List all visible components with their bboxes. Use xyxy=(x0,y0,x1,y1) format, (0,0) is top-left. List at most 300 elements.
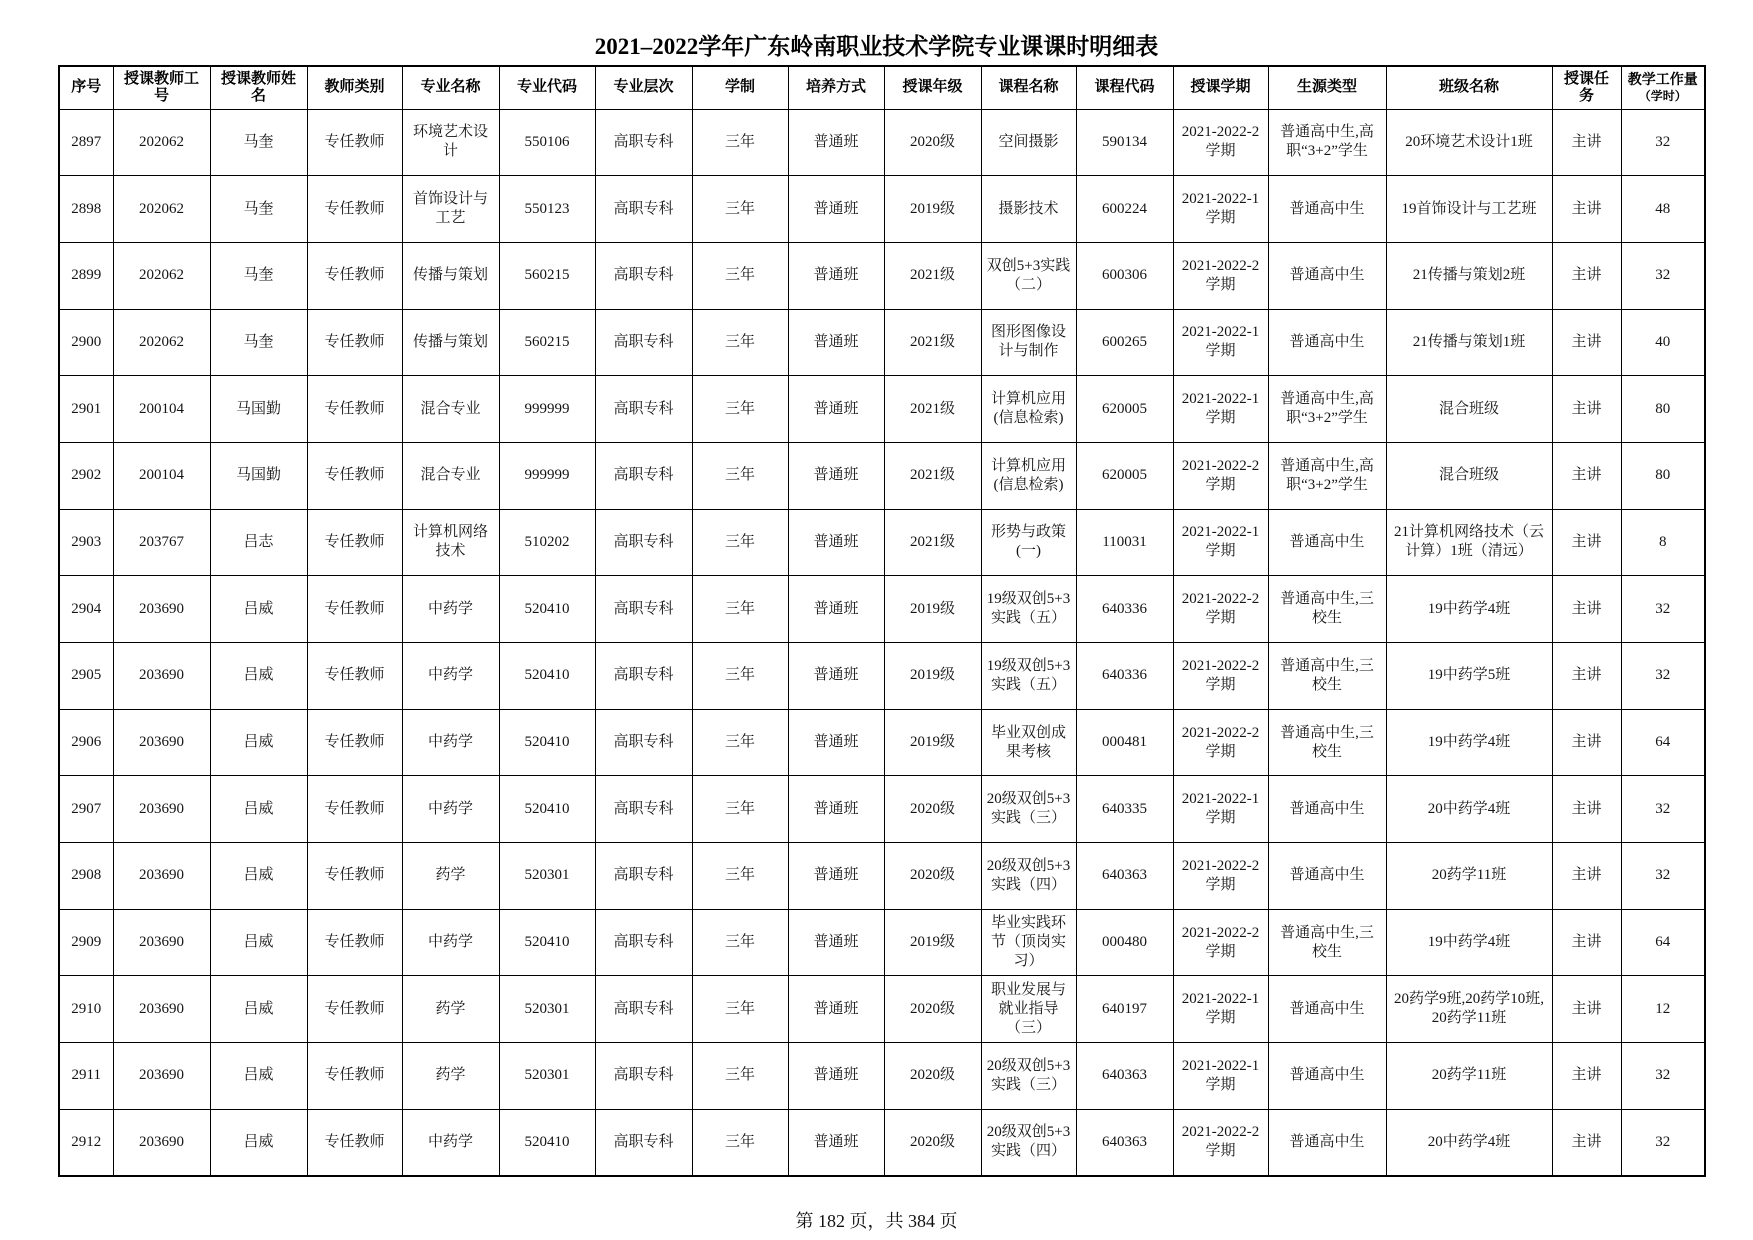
cell-term: 2021-2022-1学期 xyxy=(1173,176,1268,243)
cell-duration: 三年 xyxy=(692,643,788,710)
cell-teacher-type: 专任教师 xyxy=(307,976,402,1043)
cell-teacher-type: 专任教师 xyxy=(307,176,402,243)
table-row xyxy=(59,1043,1705,1110)
cell-duration: 三年 xyxy=(692,843,788,910)
cell-task: 主讲 xyxy=(1552,442,1621,509)
cell-teacher-type: 专任教师 xyxy=(307,442,402,509)
cell-class-name: 20药学11班 xyxy=(1386,1043,1552,1110)
cell-teacher-type: 专任教师 xyxy=(307,309,402,376)
cell-major-code: 520410 xyxy=(499,909,595,976)
cell-course-name: 19级双创5+3实践（五） xyxy=(981,576,1076,643)
cell-student-source: 普通高中生,三校生 xyxy=(1268,709,1386,776)
cell-training-mode: 普通班 xyxy=(788,1043,884,1110)
cell-teacher-name: 吕威 xyxy=(210,909,307,976)
cell-course-name: 20级双创5+3实践（三） xyxy=(981,776,1076,843)
table-row xyxy=(59,176,1705,243)
col-header-workload xyxy=(1621,66,1705,109)
cell-duration: 三年 xyxy=(692,109,788,176)
cell-major-code: 560215 xyxy=(499,309,595,376)
col-header-label: 授课教师工号 xyxy=(123,70,199,104)
cell-term: 2021-2022-1学期 xyxy=(1173,976,1268,1043)
cell-teacher-type: 专任教师 xyxy=(307,776,402,843)
cell-training-mode: 普通班 xyxy=(788,1109,884,1176)
cell-course-code: 640336 xyxy=(1076,643,1173,710)
cell-course-code: 000480 xyxy=(1076,909,1173,976)
cell-teacher-name: 马奎 xyxy=(210,309,307,376)
cell-student-source: 普通高中生 xyxy=(1268,1043,1386,1110)
cell-workload: 32 xyxy=(1621,1043,1705,1110)
cell-seq: 2897 xyxy=(59,109,113,176)
cell-class-name: 21传播与策划1班 xyxy=(1386,309,1552,376)
cell-workload: 12 xyxy=(1621,976,1705,1043)
cell-class-name: 21传播与策划2班 xyxy=(1386,242,1552,309)
cell-task: 主讲 xyxy=(1552,242,1621,309)
cell-term: 2021-2022-2学期 xyxy=(1173,909,1268,976)
cell-major-name: 混合专业 xyxy=(402,376,499,443)
cell-teacher-id: 203690 xyxy=(113,709,210,776)
col-header-label: 教师类别 xyxy=(324,79,385,96)
col-header-major-level xyxy=(595,66,692,109)
cell-grade: 2021级 xyxy=(884,509,981,576)
cell-course-code: 640363 xyxy=(1076,1109,1173,1176)
cell-training-mode: 普通班 xyxy=(788,509,884,576)
table-row xyxy=(59,776,1705,843)
cell-teacher-id: 200104 xyxy=(113,442,210,509)
cell-course-name: 20级双创5+3实践（四） xyxy=(981,1109,1076,1176)
cell-teacher-type: 专任教师 xyxy=(307,709,402,776)
cell-teacher-type: 专任教师 xyxy=(307,1109,402,1176)
cell-grade: 2020级 xyxy=(884,1043,981,1110)
cell-task: 主讲 xyxy=(1552,1043,1621,1110)
table-row xyxy=(59,442,1705,509)
cell-major-name: 中药学 xyxy=(402,643,499,710)
col-header-label: 学制 xyxy=(724,79,755,96)
cell-workload: 32 xyxy=(1621,843,1705,910)
cell-major-name: 首饰设计与工艺 xyxy=(402,176,499,243)
col-header-class-name xyxy=(1386,66,1552,109)
cell-class-name: 19中药学4班 xyxy=(1386,709,1552,776)
cell-course-code: 600306 xyxy=(1076,242,1173,309)
cell-course-name: 空间摄影 xyxy=(981,109,1076,176)
cell-seq: 2901 xyxy=(59,376,113,443)
cell-student-source: 普通高中生 xyxy=(1268,176,1386,243)
course-hours-table xyxy=(58,65,1706,1177)
col-header-training-mode xyxy=(788,66,884,109)
cell-major-level: 高职专科 xyxy=(595,442,692,509)
cell-teacher-name: 马奎 xyxy=(210,109,307,176)
cell-duration: 三年 xyxy=(692,909,788,976)
cell-student-source: 普通高中生 xyxy=(1268,309,1386,376)
cell-teacher-type: 专任教师 xyxy=(307,843,402,910)
table-row xyxy=(59,576,1705,643)
cell-term: 2021-2022-1学期 xyxy=(1173,309,1268,376)
cell-seq: 2905 xyxy=(59,643,113,710)
cell-course-name: 图形图像设计与制作 xyxy=(981,309,1076,376)
cell-major-code: 999999 xyxy=(499,442,595,509)
cell-task: 主讲 xyxy=(1552,309,1621,376)
cell-teacher-id: 203690 xyxy=(113,776,210,843)
cell-term: 2021-2022-2学期 xyxy=(1173,442,1268,509)
cell-student-source: 普通高中生,高职“3+2”学生 xyxy=(1268,442,1386,509)
cell-duration: 三年 xyxy=(692,976,788,1043)
cell-training-mode: 普通班 xyxy=(788,376,884,443)
cell-major-level: 高职专科 xyxy=(595,376,692,443)
col-header-label: 序号 xyxy=(71,79,102,96)
cell-grade: 2020级 xyxy=(884,1109,981,1176)
cell-major-code: 520301 xyxy=(499,1043,595,1110)
cell-grade: 2021级 xyxy=(884,442,981,509)
cell-task: 主讲 xyxy=(1552,109,1621,176)
cell-major-level: 高职专科 xyxy=(595,1043,692,1110)
cell-workload: 80 xyxy=(1621,376,1705,443)
cell-course-code: 000481 xyxy=(1076,709,1173,776)
cell-student-source: 普通高中生,高职“3+2”学生 xyxy=(1268,109,1386,176)
cell-task: 主讲 xyxy=(1552,1109,1621,1176)
cell-duration: 三年 xyxy=(692,309,788,376)
table-row xyxy=(59,109,1705,176)
cell-major-code: 550106 xyxy=(499,109,595,176)
cell-class-name: 19中药学5班 xyxy=(1386,643,1552,710)
cell-workload: 8 xyxy=(1621,509,1705,576)
cell-teacher-name: 马国勤 xyxy=(210,376,307,443)
cell-major-code: 520410 xyxy=(499,576,595,643)
table-row xyxy=(59,1109,1705,1176)
cell-duration: 三年 xyxy=(692,776,788,843)
cell-major-code: 999999 xyxy=(499,376,595,443)
cell-workload: 48 xyxy=(1621,176,1705,243)
cell-grade: 2020级 xyxy=(884,109,981,176)
cell-teacher-type: 专任教师 xyxy=(307,1043,402,1110)
cell-course-name: 20级双创5+3实践（三） xyxy=(981,1043,1076,1110)
cell-major-code: 520410 xyxy=(499,776,595,843)
cell-major-name: 药学 xyxy=(402,976,499,1043)
cell-major-level: 高职专科 xyxy=(595,509,692,576)
cell-teacher-name: 吕威 xyxy=(210,843,307,910)
col-header-student-source xyxy=(1268,66,1386,109)
cell-teacher-name: 马奎 xyxy=(210,176,307,243)
col-header-unit: （学时） xyxy=(1638,89,1687,104)
cell-task: 主讲 xyxy=(1552,576,1621,643)
cell-class-name: 20环境艺术设计1班 xyxy=(1386,109,1552,176)
cell-seq: 2910 xyxy=(59,976,113,1043)
cell-course-name: 毕业双创成果考核 xyxy=(981,709,1076,776)
cell-major-level: 高职专科 xyxy=(595,109,692,176)
cell-class-name: 混合班级 xyxy=(1386,442,1552,509)
cell-course-code: 600224 xyxy=(1076,176,1173,243)
cell-seq: 2908 xyxy=(59,843,113,910)
cell-workload: 32 xyxy=(1621,643,1705,710)
cell-major-name: 中药学 xyxy=(402,909,499,976)
cell-teacher-type: 专任教师 xyxy=(307,242,402,309)
cell-duration: 三年 xyxy=(692,176,788,243)
cell-term: 2021-2022-2学期 xyxy=(1173,109,1268,176)
cell-teacher-type: 专任教师 xyxy=(307,109,402,176)
cell-training-mode: 普通班 xyxy=(788,643,884,710)
cell-term: 2021-2022-2学期 xyxy=(1173,643,1268,710)
cell-course-code: 600265 xyxy=(1076,309,1173,376)
col-header-label: 教学工作量 xyxy=(1627,73,1698,89)
cell-task: 主讲 xyxy=(1552,509,1621,576)
cell-term: 2021-2022-2学期 xyxy=(1173,1109,1268,1176)
cell-class-name: 20中药学4班 xyxy=(1386,776,1552,843)
table-row xyxy=(59,242,1705,309)
cell-teacher-name: 马奎 xyxy=(210,242,307,309)
cell-seq: 2900 xyxy=(59,309,113,376)
cell-teacher-id: 203690 xyxy=(113,576,210,643)
cell-workload: 32 xyxy=(1621,576,1705,643)
cell-task: 主讲 xyxy=(1552,376,1621,443)
cell-term: 2021-2022-1学期 xyxy=(1173,776,1268,843)
cell-major-level: 高职专科 xyxy=(595,843,692,910)
cell-major-name: 中药学 xyxy=(402,776,499,843)
cell-major-name: 传播与策划 xyxy=(402,242,499,309)
cell-teacher-type: 专任教师 xyxy=(307,909,402,976)
cell-teacher-name: 吕威 xyxy=(210,709,307,776)
cell-seq: 2898 xyxy=(59,176,113,243)
cell-task: 主讲 xyxy=(1552,176,1621,243)
col-header-teacher-type xyxy=(307,66,402,109)
cell-workload: 32 xyxy=(1621,109,1705,176)
cell-class-name: 19首饰设计与工艺班 xyxy=(1386,176,1552,243)
cell-teacher-name: 吕威 xyxy=(210,976,307,1043)
cell-student-source: 普通高中生,高职“3+2”学生 xyxy=(1268,376,1386,443)
cell-teacher-name: 吕志 xyxy=(210,509,307,576)
cell-teacher-type: 专任教师 xyxy=(307,509,402,576)
cell-class-name: 21计算机网络技术（云计算）1班（清远） xyxy=(1386,509,1552,576)
cell-major-name: 中药学 xyxy=(402,576,499,643)
page-footer: 第 182 页，共 384 页 xyxy=(795,1211,958,1231)
cell-term: 2021-2022-2学期 xyxy=(1173,709,1268,776)
cell-duration: 三年 xyxy=(692,576,788,643)
cell-grade: 2021级 xyxy=(884,376,981,443)
cell-class-name: 20中药学4班 xyxy=(1386,1109,1552,1176)
cell-course-name: 19级双创5+3实践（五） xyxy=(981,643,1076,710)
cell-major-code: 520410 xyxy=(499,643,595,710)
table-row xyxy=(59,643,1705,710)
cell-grade: 2019级 xyxy=(884,709,981,776)
cell-course-name: 20级双创5+3实践（四） xyxy=(981,843,1076,910)
cell-major-code: 520410 xyxy=(499,1109,595,1176)
cell-seq: 2904 xyxy=(59,576,113,643)
cell-teacher-name: 吕威 xyxy=(210,776,307,843)
cell-training-mode: 普通班 xyxy=(788,109,884,176)
cell-seq: 2899 xyxy=(59,242,113,309)
cell-task: 主讲 xyxy=(1552,976,1621,1043)
col-header-label: 授课教师姓名 xyxy=(220,70,296,104)
cell-teacher-id: 202062 xyxy=(113,309,210,376)
cell-teacher-id: 203690 xyxy=(113,643,210,710)
cell-major-level: 高职专科 xyxy=(595,176,692,243)
cell-course-code: 590134 xyxy=(1076,109,1173,176)
cell-major-code: 520301 xyxy=(499,843,595,910)
cell-course-code: 640336 xyxy=(1076,576,1173,643)
cell-teacher-id: 203690 xyxy=(113,1043,210,1110)
cell-teacher-id: 200104 xyxy=(113,376,210,443)
cell-major-code: 520301 xyxy=(499,976,595,1043)
cell-teacher-id: 203690 xyxy=(113,843,210,910)
cell-term: 2021-2022-2学期 xyxy=(1173,576,1268,643)
table-row xyxy=(59,309,1705,376)
cell-student-source: 普通高中生,三校生 xyxy=(1268,909,1386,976)
cell-task: 主讲 xyxy=(1552,909,1621,976)
col-header-label: 授课学期 xyxy=(1190,79,1251,96)
cell-teacher-name: 吕威 xyxy=(210,1109,307,1176)
cell-seq: 2902 xyxy=(59,442,113,509)
cell-task: 主讲 xyxy=(1552,843,1621,910)
cell-training-mode: 普通班 xyxy=(788,909,884,976)
cell-class-name: 混合班级 xyxy=(1386,376,1552,443)
col-header-label: 授课任务 xyxy=(1563,70,1609,104)
col-header-label: 课程名称 xyxy=(998,79,1059,96)
col-header-label: 授课年级 xyxy=(902,79,963,96)
cell-course-code: 620005 xyxy=(1076,442,1173,509)
cell-major-level: 高职专科 xyxy=(595,976,692,1043)
cell-teacher-id: 202062 xyxy=(113,109,210,176)
col-header-task xyxy=(1552,66,1621,109)
cell-major-name: 中药学 xyxy=(402,709,499,776)
cell-seq: 2906 xyxy=(59,709,113,776)
cell-grade: 2019级 xyxy=(884,909,981,976)
cell-major-level: 高职专科 xyxy=(595,309,692,376)
cell-seq: 2903 xyxy=(59,509,113,576)
cell-major-level: 高职专科 xyxy=(595,242,692,309)
cell-seq: 2909 xyxy=(59,909,113,976)
cell-duration: 三年 xyxy=(692,1043,788,1110)
col-header-label: 生源类型 xyxy=(1296,79,1357,96)
cell-student-source: 普通高中生 xyxy=(1268,976,1386,1043)
cell-training-mode: 普通班 xyxy=(788,709,884,776)
col-header-label: 课程代码 xyxy=(1094,79,1155,96)
cell-term: 2021-2022-2学期 xyxy=(1173,843,1268,910)
cell-grade: 2020级 xyxy=(884,776,981,843)
cell-class-name: 20药学11班 xyxy=(1386,843,1552,910)
table-row xyxy=(59,909,1705,976)
cell-class-name: 19中药学4班 xyxy=(1386,576,1552,643)
cell-teacher-name: 吕威 xyxy=(210,643,307,710)
col-header-course-code xyxy=(1076,66,1173,109)
table-row xyxy=(59,709,1705,776)
cell-major-name: 药学 xyxy=(402,1043,499,1110)
col-header-major-name xyxy=(402,66,499,109)
cell-workload: 80 xyxy=(1621,442,1705,509)
cell-teacher-type: 专任教师 xyxy=(307,643,402,710)
cell-course-name: 摄影技术 xyxy=(981,176,1076,243)
cell-teacher-name: 吕威 xyxy=(210,576,307,643)
cell-course-name: 计算机应用(信息检索) xyxy=(981,442,1076,509)
cell-teacher-type: 专任教师 xyxy=(307,376,402,443)
cell-workload: 64 xyxy=(1621,709,1705,776)
cell-grade: 2021级 xyxy=(884,242,981,309)
col-header-label: 培养方式 xyxy=(805,79,866,96)
cell-teacher-name: 吕威 xyxy=(210,1043,307,1110)
cell-student-source: 普通高中生,三校生 xyxy=(1268,576,1386,643)
table-row xyxy=(59,376,1705,443)
cell-duration: 三年 xyxy=(692,242,788,309)
cell-grade: 2019级 xyxy=(884,643,981,710)
table-row xyxy=(59,509,1705,576)
cell-student-source: 普通高中生 xyxy=(1268,776,1386,843)
cell-course-name: 职业发展与就业指导（三） xyxy=(981,976,1076,1043)
col-header-label: 专业层次 xyxy=(613,79,674,96)
cell-workload: 32 xyxy=(1621,776,1705,843)
cell-training-mode: 普通班 xyxy=(788,176,884,243)
cell-duration: 三年 xyxy=(692,709,788,776)
cell-workload: 32 xyxy=(1621,1109,1705,1176)
cell-major-level: 高职专科 xyxy=(595,643,692,710)
cell-course-name: 形势与政策(一) xyxy=(981,509,1076,576)
cell-major-name: 药学 xyxy=(402,843,499,910)
cell-class-name: 19中药学4班 xyxy=(1386,909,1552,976)
cell-course-name: 计算机应用(信息检索) xyxy=(981,376,1076,443)
cell-term: 2021-2022-2学期 xyxy=(1173,242,1268,309)
col-header-label: 班级名称 xyxy=(1438,79,1499,96)
cell-major-code: 520410 xyxy=(499,709,595,776)
cell-course-code: 640363 xyxy=(1076,843,1173,910)
cell-training-mode: 普通班 xyxy=(788,576,884,643)
cell-major-name: 传播与策划 xyxy=(402,309,499,376)
cell-major-name: 计算机网络技术 xyxy=(402,509,499,576)
cell-seq: 2907 xyxy=(59,776,113,843)
col-header-course-name xyxy=(981,66,1076,109)
cell-major-level: 高职专科 xyxy=(595,576,692,643)
cell-seq: 2912 xyxy=(59,1109,113,1176)
cell-student-source: 普通高中生 xyxy=(1268,1109,1386,1176)
cell-duration: 三年 xyxy=(692,376,788,443)
cell-student-source: 普通高中生 xyxy=(1268,843,1386,910)
cell-student-source: 普通高中生,三校生 xyxy=(1268,643,1386,710)
cell-major-name: 中药学 xyxy=(402,1109,499,1176)
cell-term: 2021-2022-1学期 xyxy=(1173,1043,1268,1110)
cell-duration: 三年 xyxy=(692,442,788,509)
table-row xyxy=(59,843,1705,910)
col-header-major-code xyxy=(499,66,595,109)
col-header-grade xyxy=(884,66,981,109)
cell-course-name: 双创5+3实践（二） xyxy=(981,242,1076,309)
cell-major-code: 560215 xyxy=(499,242,595,309)
cell-training-mode: 普通班 xyxy=(788,843,884,910)
cell-term: 2021-2022-1学期 xyxy=(1173,376,1268,443)
cell-training-mode: 普通班 xyxy=(788,309,884,376)
cell-grade: 2019级 xyxy=(884,176,981,243)
cell-major-name: 环境艺术设计 xyxy=(402,109,499,176)
cell-task: 主讲 xyxy=(1552,776,1621,843)
cell-grade: 2020级 xyxy=(884,976,981,1043)
cell-teacher-id: 203767 xyxy=(113,509,210,576)
col-header-teacher-name xyxy=(210,66,307,109)
col-header-teacher-id xyxy=(113,66,210,109)
cell-student-source: 普通高中生 xyxy=(1268,242,1386,309)
cell-duration: 三年 xyxy=(692,509,788,576)
cell-course-code: 640197 xyxy=(1076,976,1173,1043)
page-title: 2021–2022学年广东岭南职业技术学院专业课课时明细表 xyxy=(594,34,1159,59)
cell-workload: 32 xyxy=(1621,242,1705,309)
cell-training-mode: 普通班 xyxy=(788,442,884,509)
cell-course-code: 110031 xyxy=(1076,509,1173,576)
cell-teacher-id: 202062 xyxy=(113,176,210,243)
cell-workload: 40 xyxy=(1621,309,1705,376)
cell-term: 2021-2022-1学期 xyxy=(1173,509,1268,576)
cell-teacher-type: 专任教师 xyxy=(307,576,402,643)
cell-workload: 64 xyxy=(1621,909,1705,976)
cell-teacher-id: 203690 xyxy=(113,976,210,1043)
col-header-duration xyxy=(692,66,788,109)
cell-major-code: 510202 xyxy=(499,509,595,576)
cell-seq: 2911 xyxy=(59,1043,113,1110)
table-header-row xyxy=(59,66,1705,109)
cell-training-mode: 普通班 xyxy=(788,976,884,1043)
cell-duration: 三年 xyxy=(692,1109,788,1176)
cell-teacher-id: 203690 xyxy=(113,909,210,976)
